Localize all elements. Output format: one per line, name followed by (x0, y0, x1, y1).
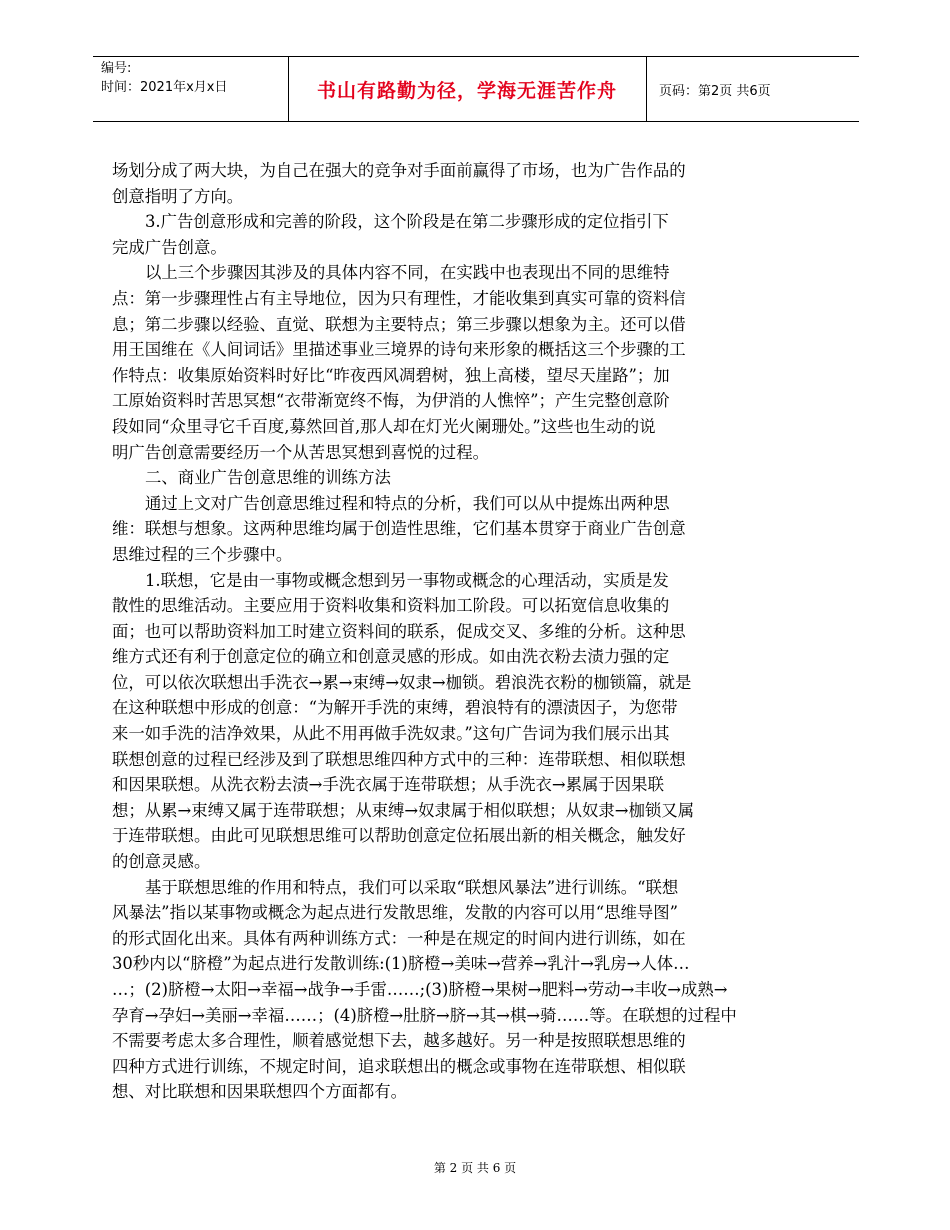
text-line: 面；也可以帮助资料加工时建立资料间的联系，促成交叉、多维的分析。这种思 (112, 621, 686, 641)
text-line: 3.广告创意形成和完善的阶段，这个阶段是在第二步骤形成的定位指引下 (145, 212, 669, 232)
header-page-info: 页码：第2页 共6页 (659, 83, 771, 99)
text-line: 四种方式进行训练，不规定时间，追求联想出的概念或事物在连带联想、相似联 (112, 1056, 686, 1076)
text-line: 来一如手洗的洁净效果，从此不用再做手洗奴隶。”这句广告词为我们展示出其 (112, 724, 670, 744)
text-line: 段如同“众里寻它千百度,募然回首,那人却在灯光火阑珊处。”这些也生动的说 (112, 416, 656, 436)
text-line: 不需要考虑太多合理性，顺着感觉想下去，越多越好。另一种是按照联想思维的 (112, 1031, 686, 1051)
document-number-label: 编号: (101, 61, 132, 76)
text-line: 想、对比联想和因果联想四个方面都有。 (112, 1082, 408, 1102)
text-line: 的创意灵感。 (112, 852, 211, 872)
text-line: 维：联想与想象。这两种思维均属于创造性思维，它们基本贯穿于商业广告创意 (112, 519, 686, 539)
text-line: 完成广告创意。 (112, 237, 227, 257)
text-line: 基于联想思维的作用和特点，我们可以采取“联想风暴法”进行训练。“联想 (145, 877, 679, 897)
text-line: 1.联想，它是由一事物或概念想到另一事物或概念的心理活动，实质是发 (145, 570, 669, 590)
text-line: 于连带联想。由此可见联想思维可以帮助创意定位拓展出新的相关概念，触发好 (112, 826, 686, 846)
text-line: 场划分成了两大块，为自己在强大的竞争对手面前赢得了市场，也为广告作品的 (112, 161, 686, 180)
text-line: 风暴法”指以某事物或概念为起点进行发散思维，发散的内容可以用“思维导图” (112, 903, 679, 923)
text-line: 创意指明了方向。 (112, 186, 244, 206)
text-line: 在这种联想中形成的创意：“为解开手洗的束缚，碧浪特有的漂渍因子，为您带 (112, 698, 678, 718)
text-line: 散性的思维活动。主要应用于资料收集和资料加工阶段。可以拓宽信息收集的 (112, 596, 670, 616)
text-line: 作特点：收集原始资料时好比“昨夜西风凋碧树，独上高楼，望尽天崖路”；加 (112, 365, 670, 385)
text-line: 思维过程的三个步骤中。 (112, 544, 293, 564)
text-line: 点：第一步骤理性占有主导地位，因为只有理性，才能收集到真实可靠的资料信 (112, 288, 686, 308)
text-line: 以上三个步骤因其涉及的具体内容不同，在实践中也表现出不同的思维特 (145, 263, 670, 283)
header-motto: 书山有路勤为径，学海无涯苦作舟 (316, 79, 617, 102)
text-line: 30秒内以“脐橙”为起点进行发散训练:(1)脐橙→美味→营养→乳汁→乳房→人体… (112, 954, 690, 974)
text-line: 息；第二步骤以经验、直觉、联想为主要特点；第三步骤以想象为主。还可以借 (112, 314, 686, 334)
document-time-label: 时间：2021年x月x日 (101, 80, 228, 95)
page-footer: 第 2 页 共 6 页 (433, 1161, 517, 1175)
section-heading: 二、商业广告创意思维的训练方法 (145, 468, 391, 488)
document-body (112, 158, 772, 1105)
text-line: 联想创意的过程已经涉及到了联想思维四种方式中的三种：连带联想、相似联想 (112, 749, 686, 769)
text-line: 孕育→孕妇→美丽→幸福……；(4)脐橙→肚脐→脐→其→棋→骑……等。在联想的过程中 (112, 1005, 737, 1025)
text-line: …；(2)脐橙→太阳→幸福→战争→手雷……;(3)脐橙→果树→肥料→劳动→丰收→成熟→ (112, 980, 728, 999)
text-line: 的形式固化出来。具体有两种训练方式：一种是在规定的时间内进行训练，如在 (112, 928, 686, 948)
text-line: 用王国维在《人间词话》里描述事业三境界的诗句来形象的概括这三个步骤的工 (112, 340, 686, 360)
text-line: 位，可以依次联想出手洗衣→累→束缚→奴隶→枷锁。碧浪洗衣粉的枷锁篇，就是 (112, 672, 692, 692)
header-meta (101, 59, 227, 97)
header-divider (646, 57, 647, 121)
text-line: 通过上文对广告创意思维过程和特点的分析，我们可以从中提炼出两种思 (145, 493, 670, 513)
text-line: 维方式还有利于创意定位的确立和创意灵感的形成。如由洗衣粉去渍力强的定 (112, 647, 670, 667)
page-header (93, 56, 859, 122)
text-line: 工原始资料时苦思冥想“衣带渐宽终不悔，为伊消的人憔悴”；产生完整创意阶 (112, 391, 670, 411)
text-line: 想；从累→束缚又属于连带联想；从束缚→奴隶属于相似联想；从奴隶→枷锁又属 (112, 800, 695, 820)
text-line: 和因果联想。从洗衣粉去渍→手洗衣属于连带联想；从手洗衣→累属于因果联 (112, 775, 664, 795)
text-line: 明广告创意需要经历一个从苦思冥想到喜悦的过程。 (112, 442, 489, 462)
